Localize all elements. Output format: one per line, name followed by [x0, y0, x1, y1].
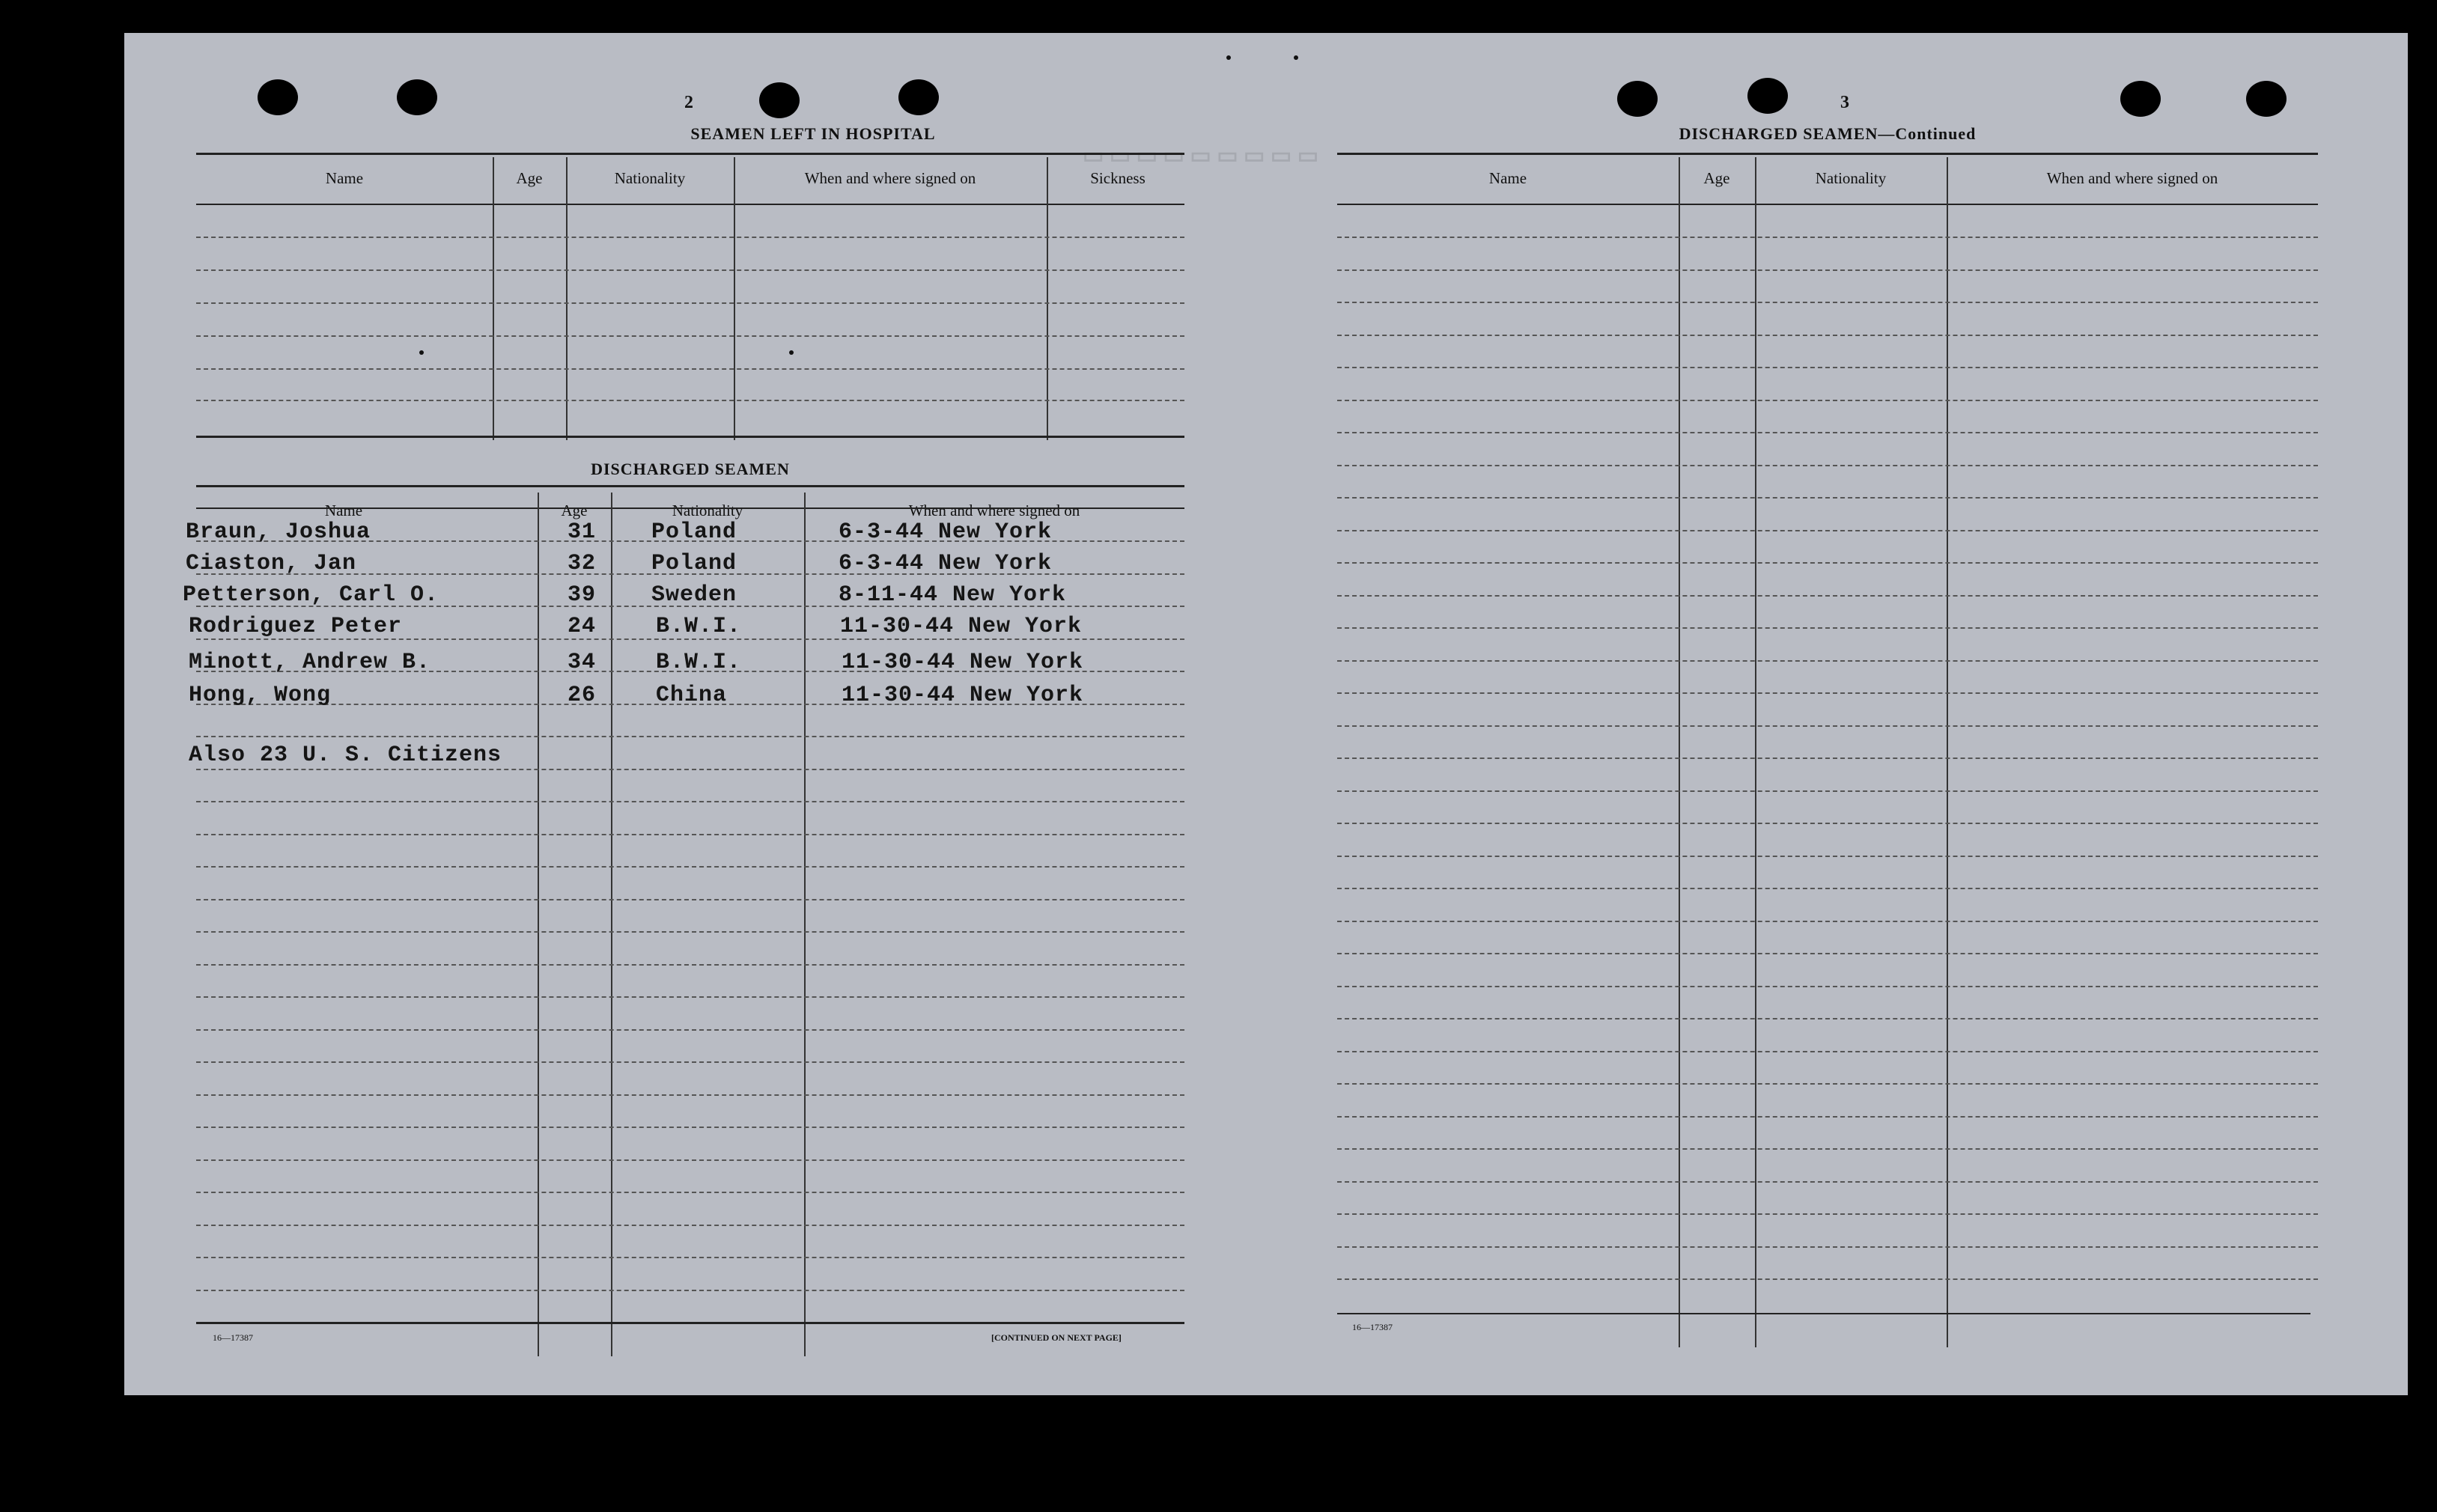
hospital-top-rule [196, 153, 1184, 155]
ruled-line [1337, 953, 2318, 954]
ruled-line [1337, 400, 2318, 401]
punch-hole [2120, 81, 2161, 117]
ruled-line [1337, 856, 2318, 857]
seaman-nationality: Poland [651, 519, 737, 545]
ruled-line [1337, 1148, 2318, 1150]
bleed-through-mark: ▭ ▭ ▭ ▭ ▭ ▭ ▭ ▭ ▭ [1083, 146, 1319, 171]
seaman-signed-on: 6-3-44 New York [839, 551, 1053, 576]
ruled-line [1337, 237, 2318, 238]
ruled-line [1337, 660, 2318, 662]
right-col-name: Name [1488, 169, 1527, 187]
ruled-line [1337, 465, 2318, 466]
hospital-row-line [196, 237, 1184, 238]
seaman-nationality: China [656, 683, 728, 708]
discharged-header-rule [196, 507, 1184, 509]
right-top-rule [1337, 153, 2318, 155]
punch-hole [2246, 81, 2287, 117]
ruled-line [196, 834, 1184, 835]
seaman-age: 26 [568, 683, 597, 708]
seaman-nationality: B.W.I. [656, 614, 742, 639]
ruled-line [196, 1257, 1184, 1258]
hospital-col-sep [566, 157, 568, 440]
ink-speck [419, 350, 424, 355]
right-section-title: DISCHARGED SEAMEN—Continued [1679, 124, 1977, 143]
ruled-line [1337, 1051, 2318, 1052]
ruled-line [1337, 888, 2318, 889]
left-page-number: 2 [684, 93, 693, 112]
seaman-age: 31 [568, 519, 597, 545]
ruled-line [196, 996, 1184, 998]
seaman-nationality: Sweden [651, 582, 737, 608]
seaman-signed-on: 6-3-44 New York [839, 519, 1053, 545]
hospital-row-line [196, 400, 1184, 401]
ruled-line [196, 1290, 1184, 1291]
seaman-nationality: B.W.I. [656, 650, 742, 675]
hospital-row-line [196, 269, 1184, 271]
seaman-signed-on: 11-30-44 New York [840, 614, 1083, 639]
ruled-line [1337, 692, 2318, 694]
right-col-sep [1755, 157, 1756, 1347]
hospital-col-name: Name [325, 169, 364, 187]
seaman-nationality: Poland [651, 551, 737, 576]
continued-note: [CONTINUED ON NEXT PAGE] [991, 1332, 1122, 1343]
seaman-name: Braun, Joshua [186, 519, 371, 545]
ruled-line [196, 1192, 1184, 1193]
right-col-sep [1679, 157, 1680, 1347]
ruled-line [1337, 1213, 2318, 1215]
discharged-bottom-rule [196, 1322, 1184, 1324]
punch-hole [898, 79, 939, 115]
ruled-line [196, 1225, 1184, 1226]
ruled-line [1337, 1018, 2318, 1019]
ruled-line [196, 899, 1184, 900]
ruled-line [1337, 595, 2318, 597]
hospital-row-line [196, 335, 1184, 337]
ruled-line [1337, 269, 2318, 271]
ruled-line [196, 1127, 1184, 1128]
ruled-line [196, 801, 1184, 802]
right-header-rule [1337, 204, 2318, 205]
punch-hole [1747, 78, 1788, 114]
ruled-line [1337, 790, 2318, 792]
seaman-name: Hong, Wong [189, 683, 332, 708]
discharged-col-sep [538, 493, 539, 1356]
ruled-line [1337, 1181, 2318, 1183]
hospital-col-nationality: Nationality [614, 169, 686, 187]
right-col-signed-on: When and where signed on [2046, 169, 2218, 187]
ruled-line [196, 1094, 1184, 1096]
ruled-line [1337, 986, 2318, 987]
right-form-number: 16—17387 [1352, 1322, 1393, 1332]
ruled-line [1337, 335, 2318, 336]
right-col-sep [1947, 157, 1948, 1347]
seaman-age: 39 [568, 582, 597, 608]
ink-speck [1226, 55, 1231, 60]
ruled-line [196, 866, 1184, 868]
citizens-note: Also 23 U. S. Citizens [189, 743, 502, 768]
seaman-signed-on: 8-11-44 New York [839, 582, 1067, 608]
ruled-line [196, 1061, 1184, 1063]
right-col-age: Age [1703, 169, 1730, 187]
punch-hole [759, 82, 800, 118]
hospital-row-line [196, 368, 1184, 370]
left-form-number: 16—17387 [213, 1332, 253, 1343]
discharged-col-sep [804, 493, 806, 1356]
right-page-number: 3 [1840, 93, 1849, 112]
ruled-line [1337, 530, 2318, 531]
discharged-col-age: Age [561, 502, 588, 519]
ruled-line [1337, 921, 2318, 922]
seaman-age: 24 [568, 614, 597, 639]
ruled-line [1337, 1278, 2318, 1280]
ink-speck [1294, 55, 1298, 60]
document-sheet [124, 33, 2408, 1395]
hospital-col-age: Age [516, 169, 543, 187]
hospital-col-sep [734, 157, 735, 440]
punch-hole [1617, 81, 1658, 117]
right-col-nationality: Nationality [1815, 169, 1887, 187]
hospital-col-sickness: Sickness [1090, 169, 1146, 187]
ruled-line [1337, 823, 2318, 824]
ruled-line [196, 1029, 1184, 1031]
discharged-section-title: DISCHARGED SEAMEN [591, 460, 790, 478]
punch-hole [258, 79, 298, 115]
ruled-line [1337, 627, 2318, 629]
seaman-name: Petterson, Carl O. [183, 582, 439, 608]
seaman-age: 32 [568, 551, 597, 576]
ruled-line [1337, 1246, 2318, 1248]
seaman-signed-on: 11-30-44 New York [842, 683, 1084, 708]
ruled-line [196, 931, 1184, 933]
discharged-col-name: Name [324, 502, 363, 519]
hospital-row-line [196, 302, 1184, 304]
seaman-name: Minott, Andrew B. [189, 650, 431, 675]
hospital-section-title: SEAMEN LEFT IN HOSPITAL [690, 124, 936, 143]
ruled-line [196, 1159, 1184, 1161]
ruled-line [1337, 432, 2318, 433]
punch-hole [397, 79, 437, 115]
ruled-line [1337, 497, 2318, 499]
seaman-age: 34 [568, 650, 597, 675]
ruled-line [1337, 562, 2318, 564]
ruled-line [1337, 725, 2318, 727]
right-bottom-rule [1337, 1313, 2310, 1314]
ruled-line [1337, 1083, 2318, 1085]
hospital-col-signed-on: When and where signed on [804, 169, 976, 187]
ruled-line [1337, 367, 2318, 368]
seaman-name: Rodriguez Peter [189, 614, 403, 639]
discharged-col-nationality: Nationality [672, 502, 743, 519]
ruled-line [1337, 1116, 2318, 1118]
seaman-signed-on: 11-30-44 New York [842, 650, 1084, 675]
discharged-col-sep [611, 493, 612, 1356]
hospital-col-sep [493, 157, 494, 440]
discharged-col-signed-on: When and where signed on [908, 502, 1080, 519]
ink-speck [789, 350, 794, 355]
hospital-col-sep [1047, 157, 1048, 440]
seaman-name: Ciaston, Jan [186, 551, 357, 576]
ruled-line [196, 736, 1184, 737]
ruled-line [1337, 302, 2318, 303]
ruled-line [196, 769, 1184, 770]
hospital-header-rule [196, 204, 1184, 205]
ruled-line [196, 964, 1184, 966]
ruled-line [1337, 757, 2318, 759]
